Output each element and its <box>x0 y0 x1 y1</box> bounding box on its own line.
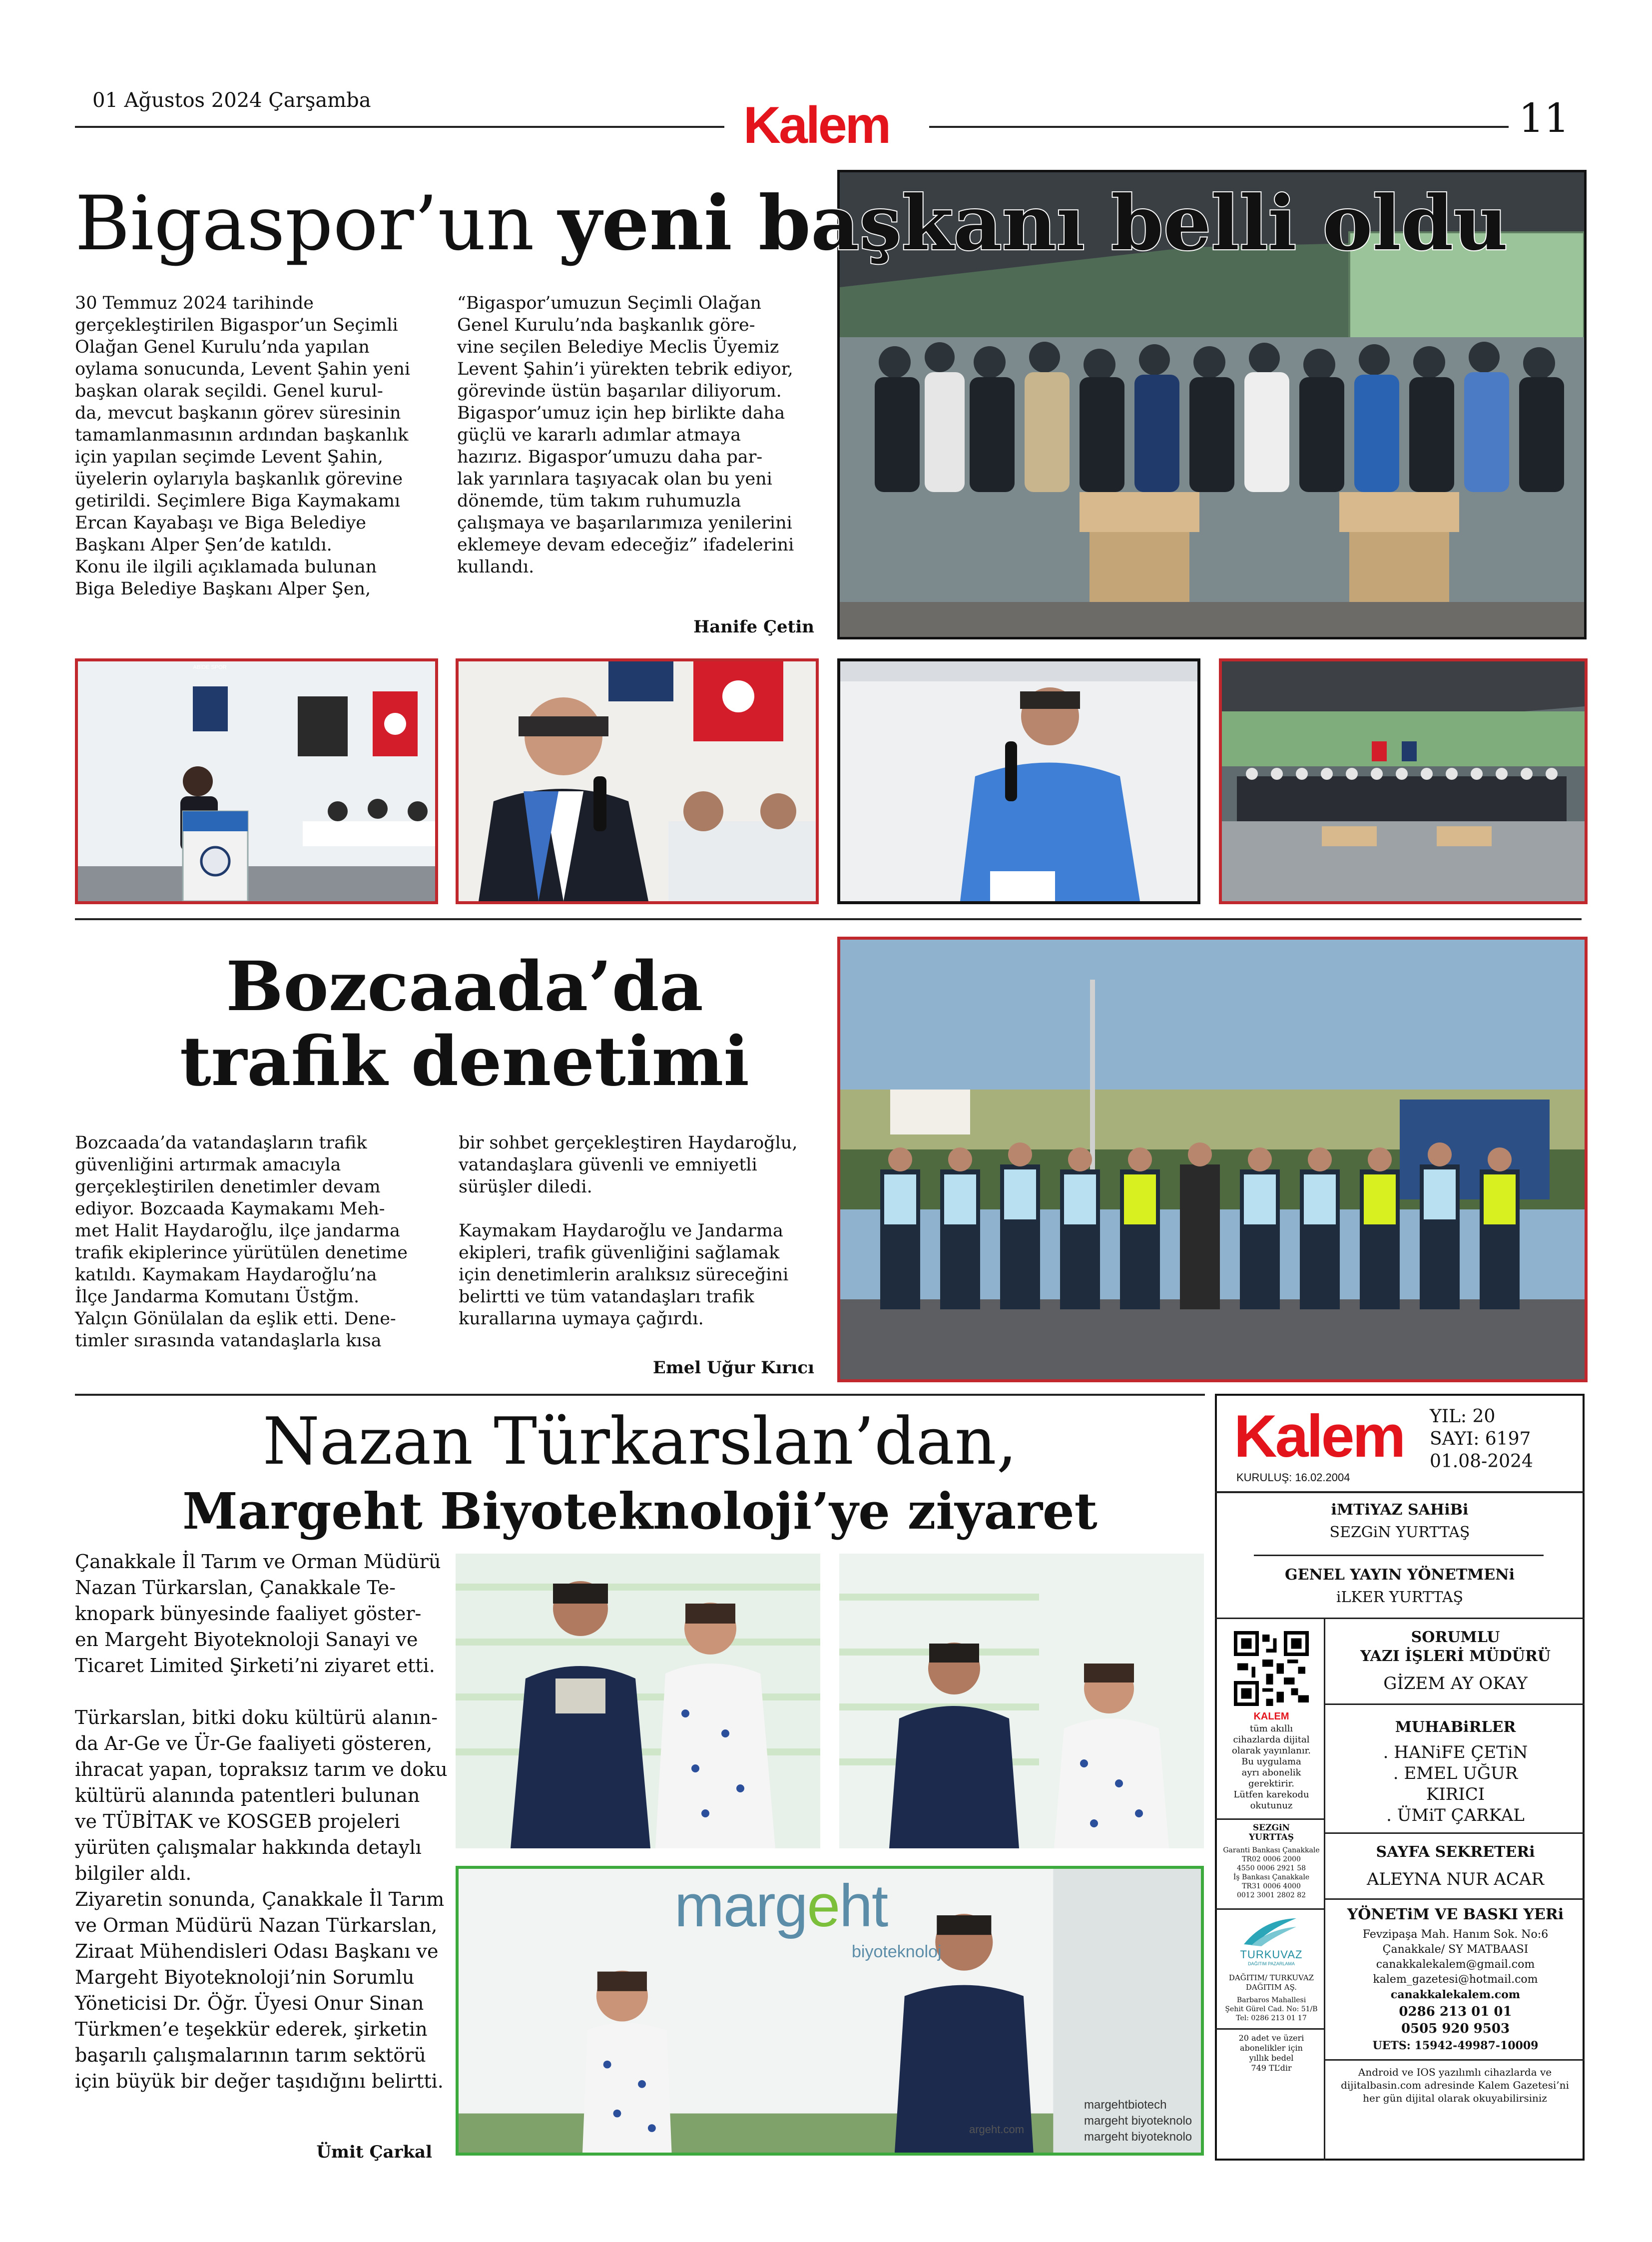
margeht-website: argeht.com <box>969 2123 1025 2136</box>
article3-byline: Ümit Çarkal <box>316 2142 432 2162</box>
masthead-left-rule-2 <box>1215 1908 1325 1910</box>
distributor-logo: TURKUVAZ <box>1240 1948 1303 1961</box>
office-uets: UETS: 15942-49987-10009 <box>1372 2039 1539 2052</box>
masthead-rule-3 <box>1215 1618 1585 1619</box>
photo-margeht-lab-1 <box>456 1554 820 1848</box>
margeht-social-2: margeht biyoteknolo <box>1084 2114 1192 2128</box>
masthead-right-rule-1 <box>1325 1703 1585 1705</box>
managing-title-2: YAZI İŞLERİ MÜDÜRÜ <box>1360 1648 1551 1665</box>
section-rule-1 <box>75 918 1582 920</box>
distributor-logo-mark <box>1239 1914 1299 1949</box>
article1-headline <box>75 181 1508 266</box>
article2-col1: Bozcaada’da vatandaşların trafik güvenliğini artırmak amacıyla gerçekleştirilen denetimler devam ediyor. Bozcaada Kaymakamı Meh- met Halit Haydaroğlu, ilçe jandarma trafik ekiplerince yürütülen denetime katıldı. Kaymakam Haydaroğlu’na İlçe Jandarma Komutanı Üstğm. Yalçın Gönülalan da eşlik etti. Dene- timler sırasında vatandaşlarla kısa <box>75 1133 408 1351</box>
page-secretary-name: ALEYNA NUR ACAR <box>1366 1869 1545 1889</box>
subscription-note: 20 adet ve üzeri abonelikler için yıllık bedel 749 TL’dir <box>1238 2033 1304 2073</box>
article2-col2: bir sohbet gerçekleştiren Haydaroğlu, vatandaşlara güvenli ve emniyetli sürüşler diledi. Kaymakam Haydaroğlu ve Jandarma ekipleri, trafik güvenliğini sağlamak için denetimlerin aralıksız süreceğini belirtti ve tüm vatandaşları trafik kurallarına uymaya çağırdı. <box>459 1133 798 1329</box>
masthead-left-rule-1 <box>1215 1818 1325 1820</box>
masthead-issue: SAYI: 6197 <box>1430 1429 1531 1449</box>
office-title: YÖNETiM VE BASKI YERi <box>1347 1906 1564 1923</box>
margeht-sign-part2: e <box>807 1872 840 1939</box>
office-email-1: canakkalekalem@gmail.com <box>1376 1958 1535 1971</box>
distributor-address: Barbaros Mahallesi Şehit Gürel Cad. No: 51/B Tel: 0286 213 01 17 <box>1225 1996 1318 2022</box>
app-note: Android ve IOS yazılımlı cihazlarda ve dijitalbasin.com adresinde Kalem Gazetesi’ni her gün dijital olarak okuyabilirsiniz <box>1341 2066 1569 2104</box>
qr-code <box>1234 1631 1309 1706</box>
margeht-sign-sub: biyoteknoloj <box>852 1942 942 1961</box>
masthead-rule-top <box>1215 1491 1585 1493</box>
margeht-social-1: margehtbiotech <box>1084 2098 1167 2112</box>
distributor-logo-sub: DAĞITIM PAZARLAMA <box>1248 1961 1295 1966</box>
page-secretary-title: SAYFA SEKRETERi <box>1376 1843 1535 1861</box>
reporter-1: . HANiFE ÇETiN <box>1383 1742 1528 1762</box>
reporter-2: . EMEL UĞUR <box>1393 1763 1518 1783</box>
article2-headline-line1: Bozcaada’da <box>226 947 703 1027</box>
office-address-1: Fevzipaşa Mah. Hanım Sok. No:6 <box>1362 1928 1549 1941</box>
office-phone-1: 0286 213 01 01 <box>1399 2004 1512 2019</box>
owner-name: SEZGiN YURTTAŞ <box>1329 1524 1470 1541</box>
masthead-date: 01.08-2024 <box>1430 1451 1533 1472</box>
article2-headline-line2: trafik denetimi <box>179 1022 750 1102</box>
podium-sign: ABİDE SPOR <box>193 664 227 670</box>
masthead-vertical-rule <box>1324 1618 1325 2161</box>
distributor-title: DAĞITIM/ TURKUVAZ DAĞITIM AŞ. <box>1228 1973 1314 1992</box>
office-phone-2: 0505 920 9503 <box>1401 2021 1510 2036</box>
photo-margeht-lab-2 <box>839 1554 1204 1848</box>
article1-headline-bold: yeni başkanı belli oldu <box>558 179 1508 267</box>
article2-headline <box>75 947 854 1102</box>
masthead-founded: KURULUŞ: 16.02.2004 <box>1236 1471 1350 1484</box>
margeht-sign-part3: ht <box>839 1872 888 1939</box>
bank-info: Garanti Bankası Çanakkale TR02 0006 2000 4550 0006 2921 58 İş Bankası Çanakkale TR31 0006 4000 0012 3001 2802 82 <box>1223 1846 1320 1899</box>
header-logo: Kalem <box>743 96 890 154</box>
editor-name: iLKER YURTTAŞ <box>1336 1589 1464 1606</box>
header-date: 01 Ağustos 2024 Çarşamba <box>92 89 371 112</box>
photo-podium-speaker <box>75 658 438 904</box>
masthead-left-rule-3 <box>1215 2028 1325 2030</box>
article1-col1: 30 Temmuz 2024 tarihinde gerçekleştirilen Bigaspor’un Seçimli Olağan Genel Kurulu’nda yapılan oylama sonucunda, Levent Şahin yeni başkan olarak seçildi. Genel kurul- da, mevcut başkanın görev süresinin tamamlanmasının ardından başkanlık için yapılan seçimde Levent Şahin, üyelerin oylarıyla başkanlık görevine getirildi. Seçimlere Biga Kaymakamı Ercan Kayabaşı ve Biga Belediye Başkanı Alper Şen’de katıldı. Konu ile ilgili açıklamada bulunan Biga Belediye Başkanı Alper Şen, <box>75 293 411 599</box>
header-rule-left <box>75 126 724 128</box>
margeht-social-3: margeht biyoteknolo <box>1084 2130 1192 2144</box>
photo-gendarmerie-team <box>837 937 1588 1382</box>
masthead-logo: Kalem <box>1234 1403 1404 1470</box>
header-rule-right <box>929 126 1509 128</box>
office-website: canakkalekalem.com <box>1390 1988 1521 2001</box>
article3-headline-line1: Nazan Türkarslan’dan, <box>263 1403 1017 1479</box>
editor-title: GENEL YAYIN YÖNETMENi <box>1285 1566 1515 1584</box>
masthead-right-rule-2 <box>1325 1832 1585 1834</box>
article2-byline: Emel Uğur Kırıcı <box>652 1358 814 1378</box>
section-rule-2 <box>75 1394 1205 1396</box>
photo-speaker-microphone <box>456 658 819 904</box>
qr-brand: KALEM <box>1253 1711 1289 1722</box>
margeht-sign-part1: marg <box>674 1872 807 1939</box>
masthead-year: YIL: 20 <box>1430 1406 1496 1427</box>
photo-wide-assembly <box>1219 658 1588 904</box>
article3-headline-line2: Margeht Biyoteknoloji’ye ziyaret <box>182 1482 1098 1541</box>
reporters-title: MUHABiRLER <box>1395 1718 1516 1736</box>
masthead-rule-2 <box>1254 1555 1544 1556</box>
office-address-2: Çanakkale/ SY MATBAASI <box>1382 1943 1529 1956</box>
photo-blue-shirt-speaker <box>837 658 1200 904</box>
margeht-sign-logo <box>674 1871 887 1941</box>
reporter-3: KIRICI <box>1426 1784 1485 1804</box>
managing-name: GİZEM AY OKAY <box>1383 1674 1528 1693</box>
article3-body: Çanakkale İl Tarım ve Orman Müdürü Nazan Türkarslan, Çanakkale Te- knopark bünyesinde faaliyet göster- en Margeht Biyoteknoloji Sanayi ve Ticaret Limited Şirketi’ni ziyaret etti. Türkarslan, bitki doku kültürü alanın- da Ar-Ge ve Ür-Ge faaliyeti gösteren, ihracat yapan, topraksız tarım ve doku kültürü alanında patentleri bulunan ve TÜBİTAK ve KOSGEB projeleri yürüten çalışmalar hakkında detaylı bilgiler aldı. Ziyaretin sonunda, Çanakkale İl Tarım ve Orman Müdürü Nazan Türkarslan, Ziraat Mühendisleri Odası Başkanı ve Margeht Biyoteknoloji’nin Sorumlu Yöneticisi Dr. Öğr. Üyesi Onur Sinan Türkmen’e teşekkür ederek, şirketin başarılı çalışmalarının tarım sektörü için büyük bir değer taşıdığını belirtti. <box>75 1551 448 2092</box>
article1-headline-light: Bigaspor’un <box>75 180 535 267</box>
office-email-2: kalem_gazetesi@hotmail.com <box>1373 1973 1538 1986</box>
article1-col2: “Bigaspor’umuzun Seçimli Olağan Genel Kurulu’nda başkanlık göre- vine seçilen Belediye Meclis Üyemiz Levent Şahin’i yürekten tebrik ediyor, görevinde üstün başarılar diliyorum. Bigaspor’umuz için hep birlikte daha güçlü ve kararlı adımlar atmaya hazırız. Bigaspor’umuzu daha par- lak yarınlara taşıyacak olan bu yeni dönemde, tüm takım ruhumuzla çalışmaya ve başarılarımıza yenilerini eklemeye devam edeceğiz” ifadelerini kullandı. <box>457 293 794 577</box>
article1-byline: Hanife Çetin <box>693 617 814 637</box>
masthead-right-rule-4 <box>1325 2059 1585 2061</box>
qr-note: tüm akıllı cihazlarda dijital olarak yayınlanır. Bu uygulama ayrı abonelik gerektirir. Lütfen karekodu okutunuz <box>1232 1723 1311 1811</box>
masthead-right-rule-3 <box>1325 1898 1585 1900</box>
bank-title: SEZGiN YURTTAŞ <box>1248 1823 1294 1842</box>
managing-title-1: SORUMLU <box>1411 1629 1500 1646</box>
page-number: 11 <box>1519 95 1570 141</box>
reporter-4: . ÜMiT ÇARKAL <box>1386 1805 1525 1825</box>
owner-title: iMTiYAZ SAHiBi <box>1331 1501 1469 1519</box>
